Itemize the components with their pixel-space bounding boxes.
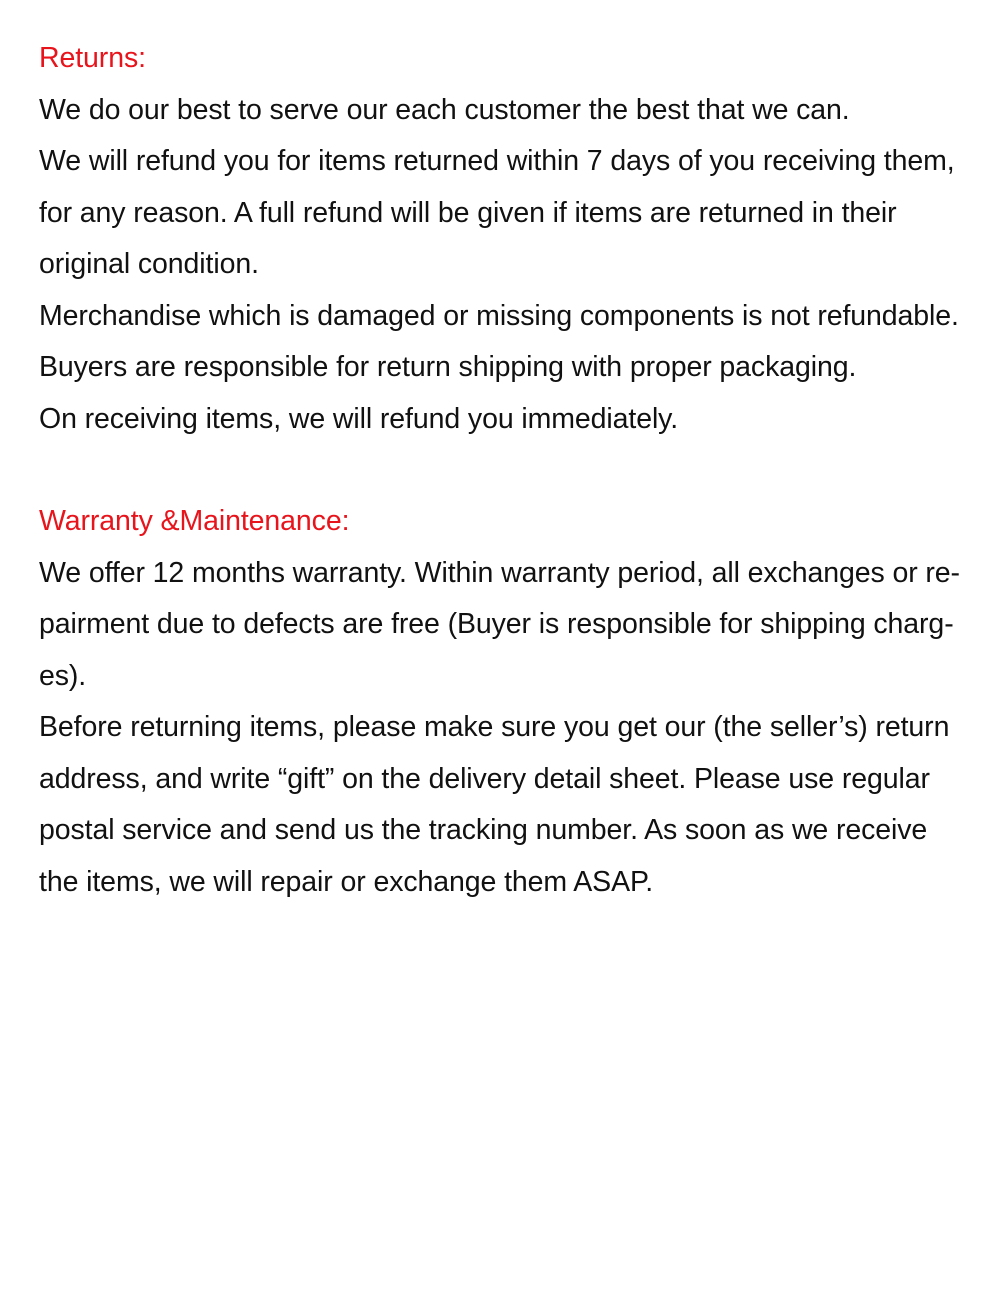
warranty-line: pairment due to defects are free (Buyer is responsible for shipping charg- bbox=[39, 608, 954, 640]
warranty-line: postal service and send us the tracking number. As soon as we receive bbox=[39, 814, 928, 846]
returns-section bbox=[39, 33, 997, 445]
warranty-line: es). bbox=[39, 659, 87, 692]
warranty-section bbox=[39, 496, 997, 908]
returns-line: for any reason. A full refund will be given if items are returned in their bbox=[39, 196, 897, 229]
warranty-heading: Warranty &Maintenance: bbox=[39, 505, 350, 537]
returns-heading: Returns: bbox=[39, 42, 146, 74]
returns-line: We will refund you for items returned within 7 days of you receiving them, bbox=[39, 145, 955, 177]
returns-line: On receiving items, we will refund you immediately. bbox=[39, 402, 679, 435]
warranty-line: address, and write “gift” on the delivery detail sheet. Please use regular bbox=[39, 762, 930, 795]
returns-line: Merchandise which is damaged or missing components is not refundable. bbox=[39, 299, 959, 332]
warranty-line: We offer 12 months warranty. Within warranty period, all exchanges or re- bbox=[39, 556, 960, 589]
returns-line: original condition. bbox=[39, 248, 259, 280]
warranty-line: Before returning items, please make sure you get our (the seller’s) return bbox=[39, 711, 950, 743]
returns-line: We do our best to serve our each customer the best that we can. bbox=[39, 93, 850, 126]
returns-line: Buyers are responsible for return shipping with proper packaging. bbox=[39, 351, 857, 383]
warranty-line: the items, we will repair or exchange them ASAP. bbox=[39, 865, 654, 898]
